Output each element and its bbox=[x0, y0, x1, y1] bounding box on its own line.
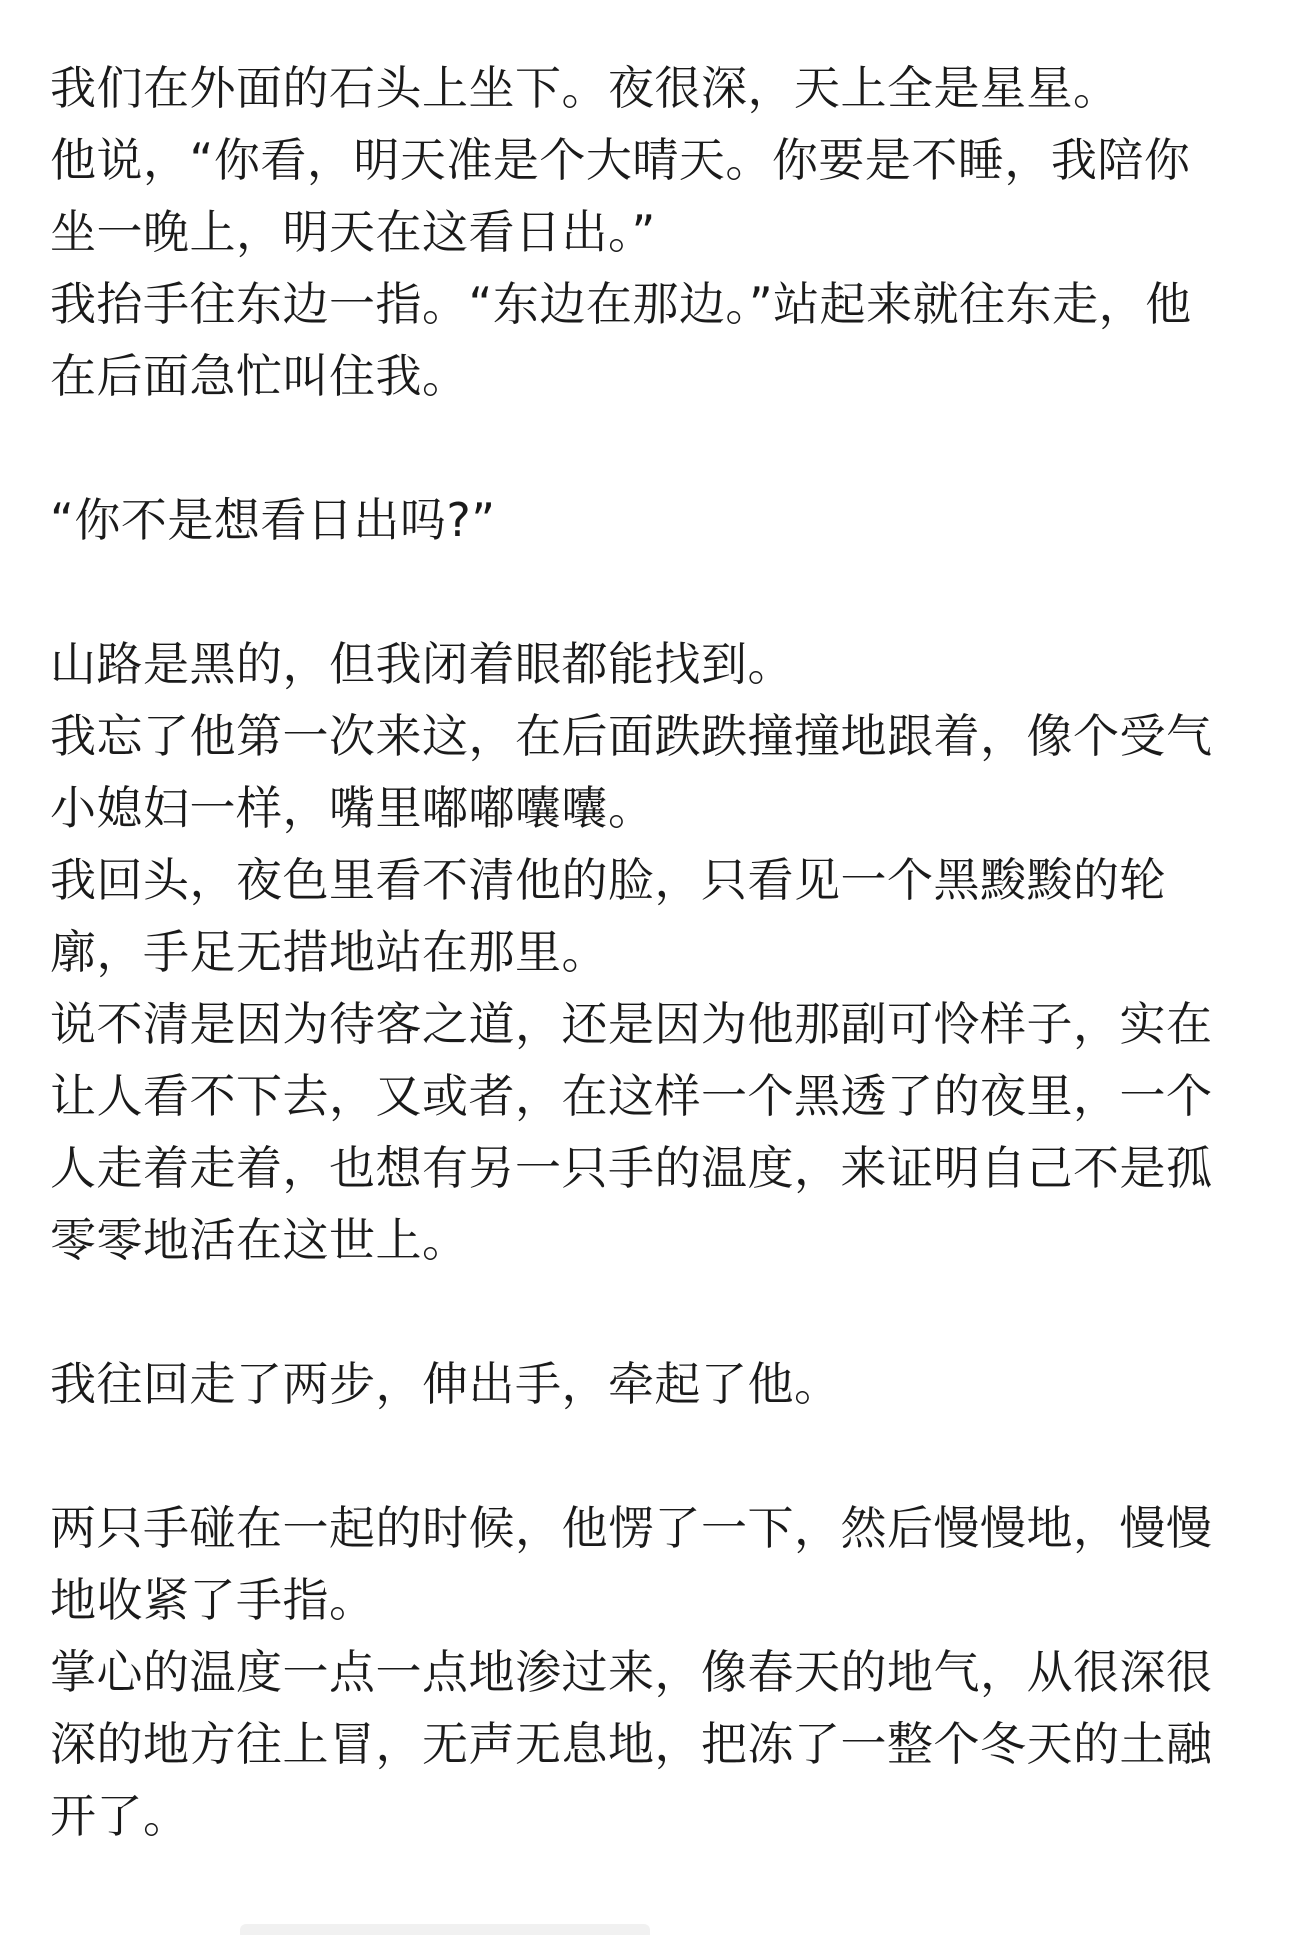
paragraph-2: 他说，“你看，明天准是个大晴天。你要是不睡，我陪你 坐一晚上，明天在这看日出。” bbox=[50, 133, 1191, 259]
paragraph-gap bbox=[50, 412, 1250, 484]
paragraph-gap bbox=[50, 1276, 1250, 1348]
paragraph-1: 我们在外面的石头上坐下。夜很深，天上全是星星。 bbox=[50, 61, 1120, 115]
paragraph-5: 山路是黑的，但我闭着眼都能找到。 bbox=[50, 637, 794, 691]
bottom-bar-strip bbox=[240, 1924, 650, 1935]
paragraph-4: “你不是想看日出吗?” bbox=[50, 493, 496, 547]
paragraph-8: 说不清是因为待客之道，还是因为他那副可怜样子，实在 让人看不下去，又或者，在这样一个黑透了的夜里，一个 人走着走着，也想有另一只手的温度，来证明自己不是孤 零零地活在这世上。 bbox=[50, 997, 1213, 1267]
article-body bbox=[50, 52, 1250, 1852]
paragraph-10: 两只手碰在一起的时候，他愣了一下，然后慢慢地，慢慢 地收紧了手指。 bbox=[50, 1501, 1213, 1627]
paragraph-11: 掌心的温度一点一点地渗过来，像春天的地气，从很深很 深的地方往上冒，无声无息地，把冻了一整个冬天的土融 开了。 bbox=[50, 1645, 1213, 1843]
paragraph-9: 我往回走了两步，伸出手，牵起了他。 bbox=[50, 1357, 841, 1411]
paragraph-6: 我忘了他第一次来这，在后面跌跌撞撞地跟着，像个受气 小媳妇一样，嘴里嘟嘟囔囔。 bbox=[50, 709, 1213, 835]
paragraph-gap bbox=[50, 1420, 1250, 1492]
paragraph-7: 我回头，夜色里看不清他的脸，只看见一个黑黢黢的轮 廓，手足无措地站在那里。 bbox=[50, 853, 1166, 979]
paragraph-gap bbox=[50, 556, 1250, 628]
paragraph-3: 我抬手往东边一指。“东边在那边。”站起来就往东走，他 在后面急忙叫住我。 bbox=[50, 277, 1192, 403]
